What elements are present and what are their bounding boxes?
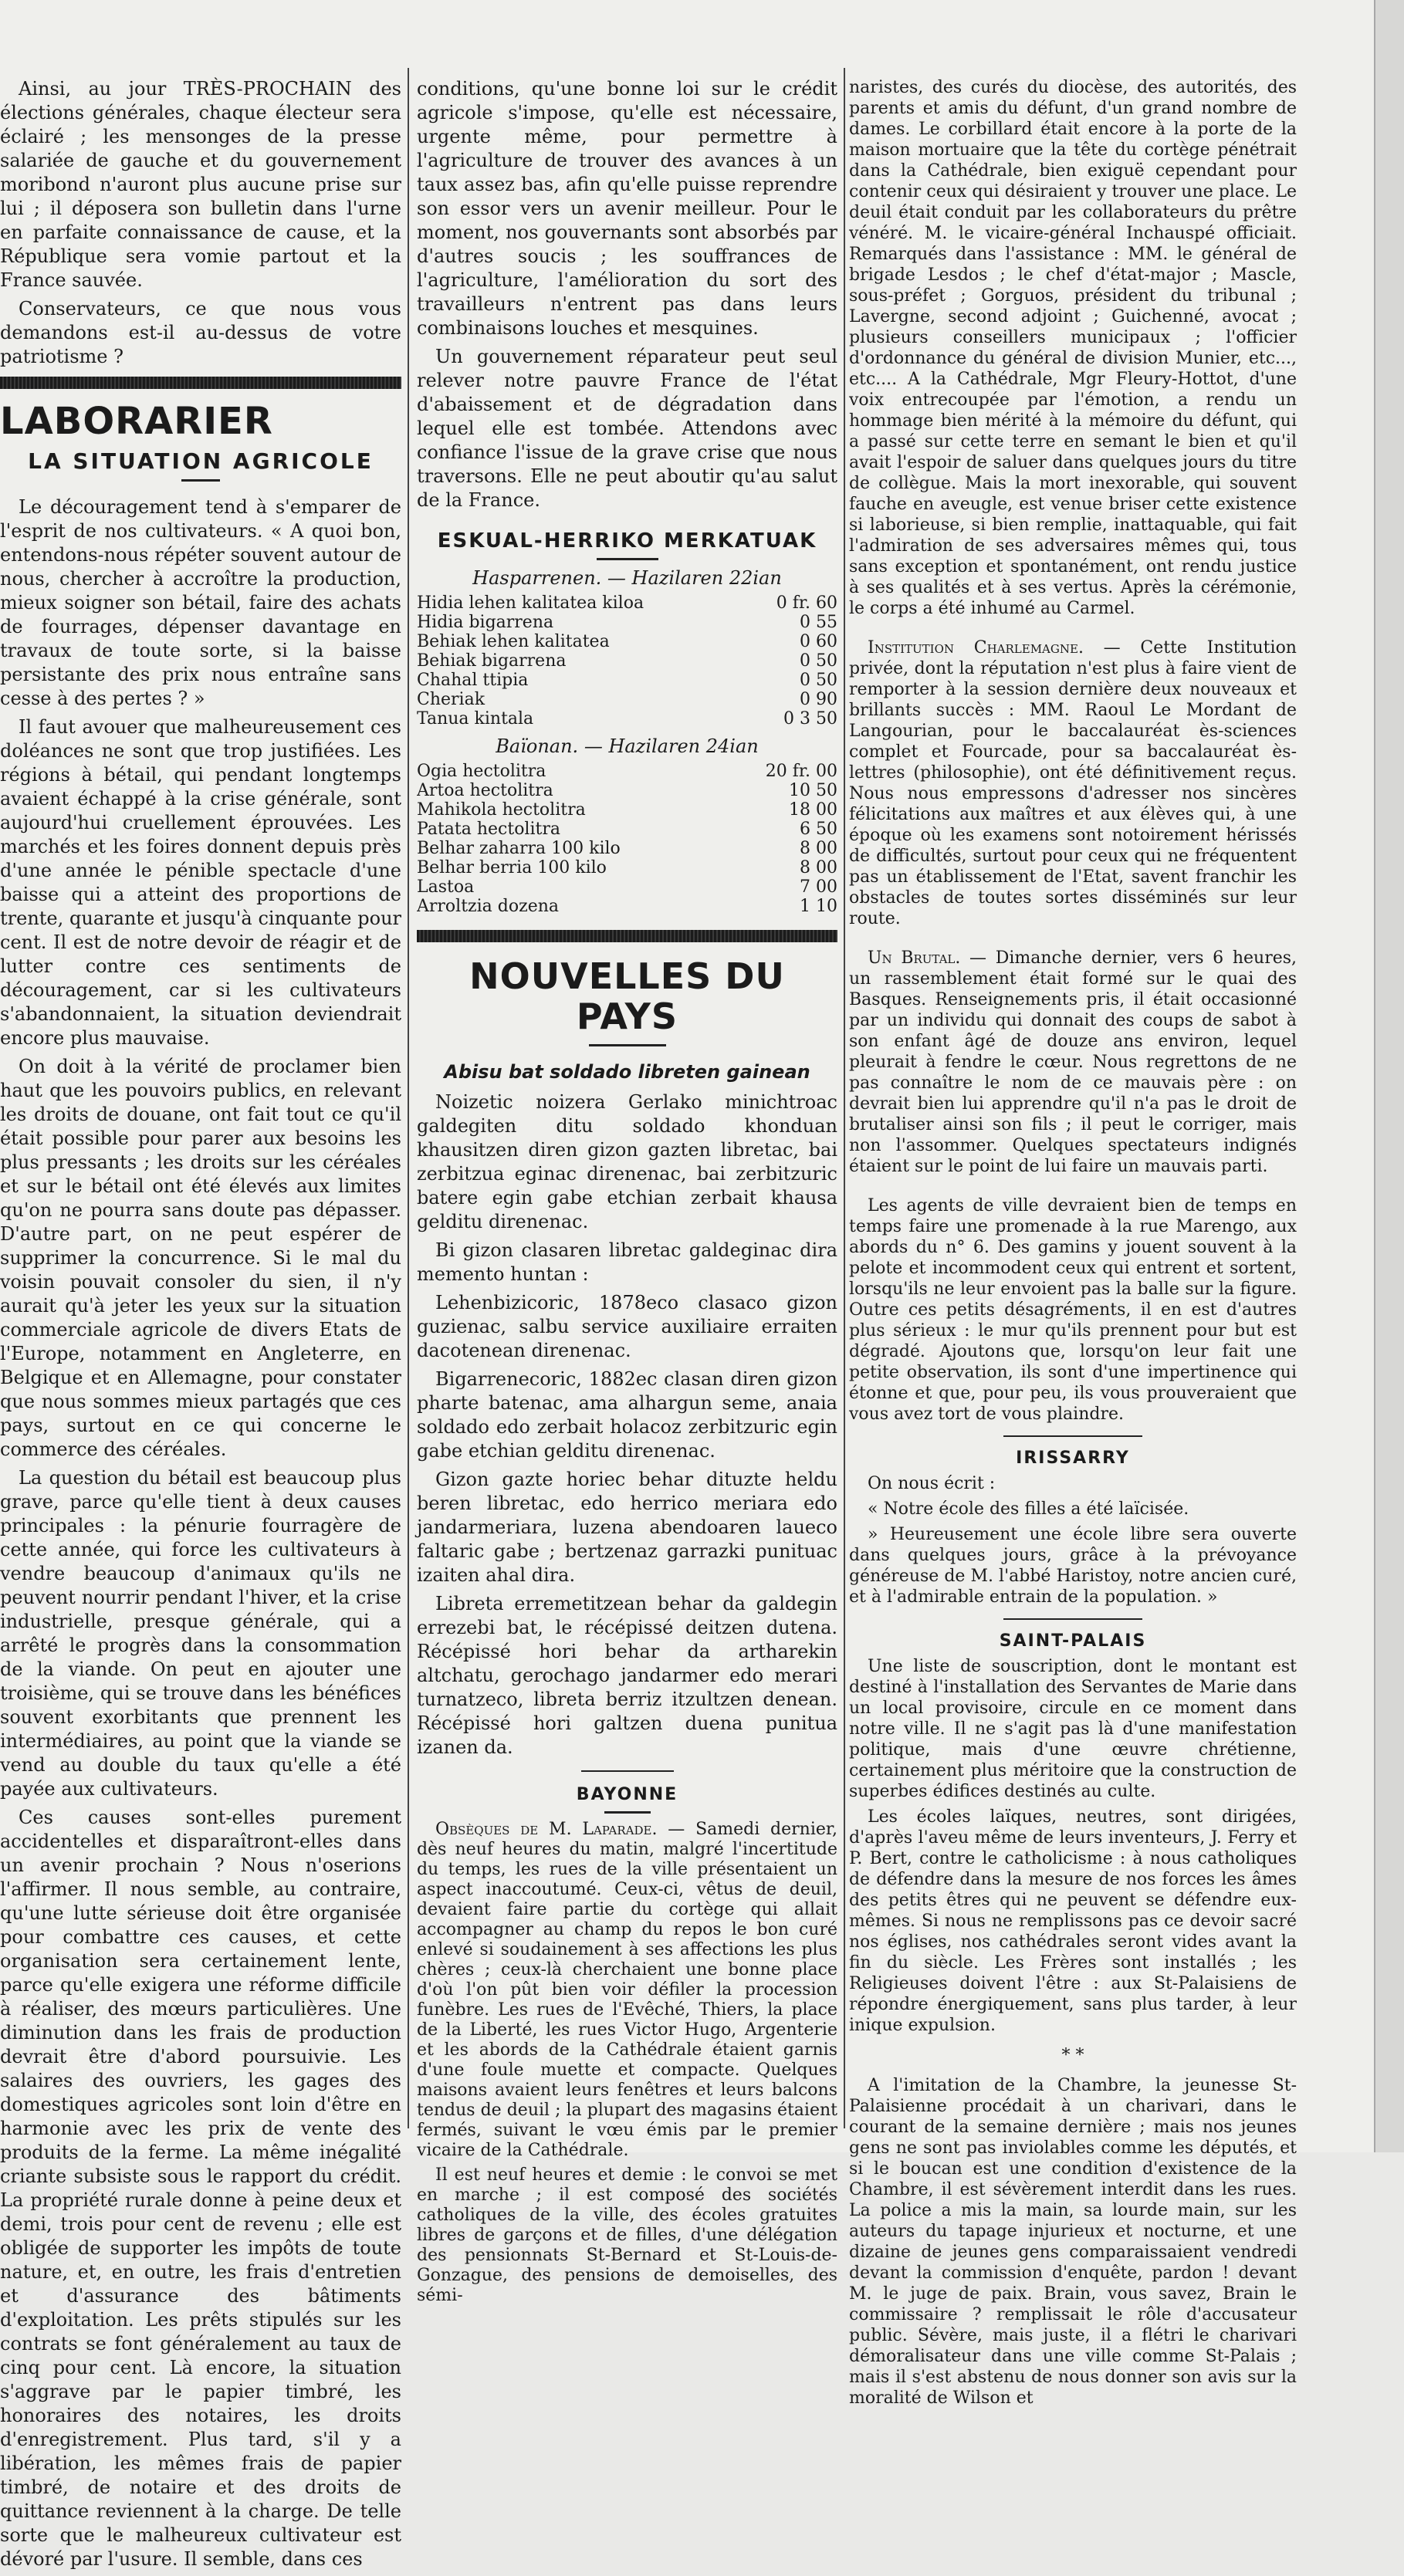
news-item xyxy=(849,948,1297,1177)
news-item: naristes, des curés du diocèse, des autorités, des parents et amis du défunt, d'un grand nombre de dames. Le corbillard était encore à la porte de la maison mortuaire que la tête du cortège pénétrait dans la Cathédrale, bien exiguë cependant pour contenir ceux qui désiraient y trouver une place. Le deuil était conduit par les collaborateurs du prêtre vénéré. M. le vicaire-général Inchauspé officiait. Remarqués dans l'assistance : MM. le général de brigade Lesdos ; le chef d'état-major ; Mascle, sous-préfet ; Gorguos, président du tribunal ; Lavergne, second adjoint ; Guichenné, avocat ; plusieurs conseillers municipaux ; l'officier d'ordonnance du général de division Munier, etc..., etc.... A la Cathédrale, Mgr Fleury-Hottot, d'une voix entrecoupée par l'émotion, a rendu un hommage bien mérité à la mémoire du défunt, qui a passé sur cette terre en semant le bien et qu'il avait l'espoir de saluer dans quelques jours du titre de collègue. Mais la mort inexorable, qui souvent fauche en aveugle, est venue briser cette existence si laborieuse, si bien remplie, inattaquable, qui fait l'admiration de ses adversaires mêmes qui, tous sans exception et spontanément, ont rendu justice à ses qualités et à ses vertus. Après la cérémonie, le corps a été inhumé au Carmel. xyxy=(849,78,1297,618)
market-price: 20 fr. 00 xyxy=(765,762,837,781)
article-paragraph: Le découragement tend à s'emparer de l'esprit de nos cultivateurs. « A quoi bon, entendons-nous répéter souvent autour de nous, chercher à accroître la production, mieux soigner son bétail, faire des achats de fourrages, dépenser davantage en travaux de toute sorte, si la baisse persistante des prix nous entraîne sans cesse à des pertes ? » xyxy=(0,496,401,709)
news-lead: Institution Charlemagne. xyxy=(868,638,1084,658)
article-paragraph: Un gouvernement réparateur peut seul relever notre pauvre France de l'état d'abaissement et de dégradation dans lequel elle est tombée. Attendons avec confiance l'issue de la grave crise que nous traversons. Elle ne peut aboutir qu'au salut de la France. xyxy=(417,346,837,511)
short-rule xyxy=(604,1811,651,1814)
market-price: 0 50 xyxy=(800,671,837,690)
article-paragraph: Il faut avouer que malheureusement ces doléances ne sont que trop justifiées. Les régions à bétail, qui pendant longtemps avaient échappé à la crise générale, sont aujourd'hui cruellement éprouvées. Les marchés et les foires donnent depuis près d'une année le pénible spectacle d'une baisse qui a atteint des proportions de trente, quarante et jusqu'à cinquante pour cent. Il est de notre devoir de réagir et de lutter contre ces sentiments de découragement, car si les cultivateurs s'abandonnaient, la situation deviendrait encore plus mauvaise. xyxy=(0,716,401,1049)
news-item xyxy=(417,1820,837,2161)
market-subhead: Hasparrenen. — Hazilaren 22ian xyxy=(472,567,782,589)
market-price: 10 50 xyxy=(789,781,837,800)
market-item: Belhar zaharra 100 kilo xyxy=(417,839,621,858)
article-paragraph: Libreta erremetitzean behar da galdegin errezebi bat, le récépissé deitzen dutena. Récépissé hori behar da artharekin altchatu, gerochago jandarmer edo merari turnatzeco, libreta berriz itzultzen denean. Récépissé hori galtzen duena punitua izanen da. xyxy=(417,1593,837,1758)
market-item: Behiak lehen kalitatea xyxy=(417,632,610,651)
market-subhead: Baïonan. — Hazilaren 24ian xyxy=(496,735,759,757)
news-item: » Heureusement une école libre sera ouverte dans quelques jours, grâce à la prévoyance généreuse de M. l'abbé Haristoy, notre ancien curé, et à l'admirable entrain de la population. » xyxy=(849,1525,1297,1607)
market-price: 0 3 50 xyxy=(783,709,837,729)
market-price: 6 50 xyxy=(800,820,837,839)
market-row xyxy=(417,762,837,781)
column-2 xyxy=(417,77,837,2311)
news-lead: Obsèques de M. Laparade. xyxy=(435,1820,658,1839)
news-text: — Dimanche dernier, vers 6 heures, un rassemblement était formé sur le quai des Basques. Renseignements pris, il était occasionné par un individu qui donnait des coups de sabot à son enfant âgé de douze ans environ, lequel pleurait à fendre le cœur. Nous regrettons de ne pas connaître le nom de ce mauvais père : on devrait bien lui apprendre qu'il n'a pas le droit de brutaliser ainsi son fils ; il peut le corriger, mais non l'assommer. Quelques spectateurs indignés étaient sur le point de lui faire un mauvais parti. xyxy=(849,948,1297,1176)
market-row xyxy=(417,690,837,709)
market-item: Hidia lehen kalitatea kiloa xyxy=(417,593,644,613)
market-row xyxy=(417,858,837,877)
market-price: 18 00 xyxy=(789,800,837,820)
market-price: 8 00 xyxy=(800,858,837,877)
article-title: Abisu bat soldado libreten gainean xyxy=(444,1061,810,1083)
market-row xyxy=(417,839,837,858)
short-rule xyxy=(1003,1618,1142,1620)
column-1 xyxy=(0,77,401,2576)
market-item: Chahal ttipia xyxy=(417,671,529,690)
short-rule xyxy=(581,1770,674,1772)
news-text: — Cette Institution privée, dont la réputation n'est plus à faire vient de remporter à la session dernière deux nouveaux et brillants succès : MM. Raoul Le Mordant de Langourian, pour le baccalauréat ès-sciences complet et Fourcade, pour sa baccalauréat ès-lettres (philosophie), ont été définitivement reçus. Nous nous empressons d'adresser nos sincères félicitations aux maîtres et aux élèves qui, à une époque où les examens sont notoirement hérissés de difficultés, surtout pour ceux qui ne fréquentent pas un établissement de l'Etat, savent franchir les obstacles de toutes sortes disséminés sur leur route. xyxy=(849,638,1297,928)
market-item: Behiak bigarrena xyxy=(417,651,567,671)
market-row xyxy=(417,820,837,839)
market-row xyxy=(417,877,837,897)
short-rule xyxy=(589,1044,666,1046)
market-row xyxy=(417,651,837,671)
page-edge xyxy=(1374,0,1404,2152)
article-paragraph: conditions, qu'une bonne loi sur le crédit agricole s'impose, qu'elle est nécessaire, urgente même, pour permettre à l'agriculture de trouver des avances à un taux assez bas, afin qu'elle puisse reprendre son essor vers un avenir meilleur. Pour le moment, nos gouvernants sont absorbés par d'autres soucis ; les souffrances de l'agriculture, l'amélioration du sort des travailleurs n'entrent pas dans leurs combinaisons louches et mesquines. xyxy=(417,78,837,339)
news-item: Les agents de ville devraient bien de temps en temps faire une promenade à la rue Marengo, aux abords du n° 6. Des gamins y jouent souvent à la pelote et incommodent ceux qui entrent et sortent, lorsqu'ils ne leur envoient pas la balle sur la figure. Outre ces petits désagréments, il en est d'autres plus sérieux : le mur qu'ils prennent pour but est dégradé. Ajoutons que, lorsqu'on leur fait une petite observation, ils sont d'une impertinence qui étonne et que, pour peu, ils vous prouveraient que vous avez tort de vous plaindre. xyxy=(849,1196,1297,1424)
market-item: Artoa hectolitra xyxy=(417,781,553,800)
section-title: LABORARIER xyxy=(0,400,273,443)
news-item: Les écoles laïques, neutres, sont dirigées, d'après l'aveu même de leurs inventeurs, J. Ferry et P. Bert, contre le catholicisme : à nous catholiques de défendre dans la mesure de nos forces les âmes des petits êtres qui ne peuvent se défendre eux-mêmes. Si nous ne remplissons pas ce devoir sacré nos églises, nos cathédrales seront vides avant la fin du siècle. Les Frères sont installés ; les Religieuses doivent l'être : aux St-Palaisiens de répondre énergiquement, sans plus tarder, à leur inique expulsion. xyxy=(849,1807,1297,2035)
news-text: — Samedi dernier, dès neuf heures du matin, malgré l'incertitude du temps, les rues de la ville présentaient un aspect inaccoutumé. Ceux-ci, vêtus de deuil, devaient faire partie du cortège qui allait accompagner au champ du repos le bon curé enlevé si soudainement à ses affections les plus chères ; ceux-là cherchaient une bonne place d'où l'on pût bien voir défiler la procession funèbre. Les rues de l'Evêché, Thiers, la place de la Liberté, les rues Victor Hugo, Argenterie et les abords de la Cathédrale étaient garnis d'une foule muette et compacte. Quelques maisons avaient leurs fenêtres et leurs balcons tendus de deuil ; la plupart des magasins étaient fermés, suivant le vœu émis par le premier vicaire de la Cathédrale. xyxy=(417,1820,837,2160)
article-paragraph: Lehenbizicoric, 1878eco clasaco gizon guzienac, salbu service auxiliaire erraiten dacotenean direnenac. xyxy=(417,1292,837,1361)
market-price: 7 00 xyxy=(800,877,837,897)
market-item: Arroltzia dozena xyxy=(417,897,560,916)
section-divider xyxy=(0,377,401,389)
article-title: LA SITUATION AGRICOLE xyxy=(28,448,374,474)
article-paragraph: Noizetic noizera Gerlako minichtroac galdegiten ditu soldado khonduan khausitzen diren gizon gazten libretac, bai zerbitzua eginac direnenac, bai zerbitzuric batere egin gabe etchian zerbait khausa gelditu direnenac. xyxy=(417,1091,837,1232)
intro-paragraph: Ainsi, au jour TRÈS-PROCHAIN des élections générales, chaque électeur sera éclairé ; les mensonges de la presse salariée de gauche et du gouvernement moribond n'auront plus aucune prise sur lui ; il déposera son bulletin dans l'urne en parfaite connaissance de cause, et la République sera vomie partout et la France sauvée. xyxy=(0,78,401,291)
market-item: Hidia bigarrena xyxy=(417,613,554,632)
market-price: 0 60 xyxy=(800,632,837,651)
market-item: Patata hectolitra xyxy=(417,820,560,839)
article-paragraph: La question du bétail est beaucoup plus grave, parce qu'elle tient à deux causes principales : la pénurie fourragère de cette année, qui force les cultivateurs à vendre beaucoup d'animaux qu'ils ne peuvent nourrir pendant l'hiver, et la crise industrielle, presque générale, qui a arrêté le progrès dans la consommation de la viande. On peut en ajouter une troisième, qui se trouve dans les bénéfices souvent exorbitants que prennent les intermédiaires, au point que la viande se vend au double du taux qu'elle a été payée aux cultivateurs. xyxy=(0,1467,401,1800)
market-item: Mahikola hectolitra xyxy=(417,800,586,820)
short-rule xyxy=(1003,1435,1142,1437)
news-item: A l'imitation de la Chambre, la jeunesse St-Palaisienne procédait à un charivari, dans le courant de la semaine dernière ; mais nos jeunes gens ne sont pas inviolables comme les députés, et si le boucan est une condition d'existence de la Chambre, il est sévèrement interdit dans les rues. La police a mis la main, sa lourde main, sur les auteurs du tapage injurieux et nocturne, et une dizaine de jeunes gens comparaissaient vendredi devant la commission d'enquête, pardon ! devant M. le juge de paix. Brain, vous savez, Brain le commissaire ? remplissait le rôle d'accusateur public. Sévère, mais juste, il a flétri le charivari démoralisateur dans une ville comme St-Palais ; mais il s'est abstenu de nous donner son avis sur la moralité de Wilson et xyxy=(849,2076,1297,2408)
market-price: 1 10 xyxy=(800,897,837,916)
short-rule xyxy=(181,479,220,482)
section-title: NOUVELLES DU PAYS xyxy=(469,955,785,1037)
market-table xyxy=(417,593,837,729)
market-item: Ogia hectolitra xyxy=(417,762,546,781)
market-item: Cheriak xyxy=(417,690,485,709)
market-row xyxy=(417,800,837,820)
article-paragraph: Gizon gazte horiec behar dituzte heldu beren libretac, edo herrico meriara edo jandarmeriara, luzena abendoaren laueco faltaric gabe ; bertzenaz garrazki punituac izaiten ahal dira. xyxy=(417,1469,837,1586)
market-row xyxy=(417,613,837,632)
market-title: ESKUAL-HERRIKO MERKATUAK xyxy=(437,529,817,553)
news-item: « Notre école des filles a été laïcisée. xyxy=(868,1499,1189,1519)
market-row xyxy=(417,593,837,613)
short-rule xyxy=(597,558,658,560)
market-price: 0 55 xyxy=(800,613,837,632)
column-3 xyxy=(849,77,1297,2413)
market-price: 8 00 xyxy=(800,839,837,858)
market-price: 0 50 xyxy=(800,651,837,671)
market-item: Lastoa xyxy=(417,877,475,897)
market-item: Tanua kintala xyxy=(417,709,534,729)
article-paragraph: Ces causes sont-elles purement accidentelles et disparaîtront-elles dans un avenir prochain ? Nous n'oserions l'affirmer. Il nous semble, au contraire, qu'une lutte sérieuse doit être organisée pour combattre ces causes, et cette organisation sera certainement lente, parce qu'elle exigera une réforme difficile à réaliser, des mœurs particulières. Une diminution dans les frais de production devrait être d'abord poursuivie. Les salaires des ouvriers, les gages des domestiques agricoles sont loin d'être en harmonie avec les prix de vente des produits de la ferme. La même inégalité criante subsiste sous le rapport du crédit. La propriété rurale donne à peine deux et demi, trois pour cent de revenu ; elle est obligée de supporter les impôts de toute nature, et, en outre, les frais d'entretien et d'assurance des bâtiments d'exploitation. Les prêts stipulés sur les contrats se font généralement au taux de cinq pour cent. Là encore, la situation s'aggrave par le papier timbré, les honoraires des notaires, les droits d'enregistrement. Plus tard, s'il y a libération, les mêmes frais de papier timbré, de notaire et des droits de quittance reviennent à la charge. De telle sorte que le malheureux cultivateur est dévoré par l'usure. Il semble, dans ces xyxy=(0,1807,401,2570)
market-row xyxy=(417,781,837,800)
market-item: Belhar berria 100 kilo xyxy=(417,858,607,877)
market-row xyxy=(417,671,837,690)
market-price: 0 fr. 60 xyxy=(776,593,837,613)
news-lead: Un Brutal. xyxy=(868,948,961,968)
news-item xyxy=(849,637,1297,929)
market-row xyxy=(417,897,837,916)
section-heading: SAINT-PALAIS xyxy=(999,1631,1147,1651)
intro-paragraph-2: Conservateurs, ce que nous vous demandons est-il au-dessus de votre patriotisme ? xyxy=(0,298,401,367)
news-item: On nous écrit : xyxy=(868,1474,996,1493)
news-item: Une liste de souscription, dont le montant est destiné à l'installation des Servantes de Marie dans un local provisoire, circule en ce moment dans notre ville. Il ne s'agit pas là d'une manifestation politique, mais d'une œuvre chrétienne, certainement plus méritoire que la construction de superbes édifices destinés au culte. xyxy=(849,1657,1297,1801)
column-rule xyxy=(408,68,409,2128)
section-divider xyxy=(417,930,837,942)
news-item: Il est neuf heures et demie : le convoi se met en marche ; il est composé des sociétés catholiques de la ville, des écoles gratuites libres de garçons et de filles, d'une délégation des pensionnats St-Bernard et St-Louis-de-Gonzague, des pensions de demoiselles, des sémi- xyxy=(417,2165,837,2305)
article-paragraph: On doit à la vérité de proclamer bien haut que les pouvoirs publics, en relevant les droits de douane, ont fait tout ce qu'il était possible pour parer aux besoins les plus pressants ; les droits sur les céréales et sur le bétail ont été élevés aux limites qu'on ne pourra sans doute pas dépasser. D'autre part, on ne peut espérer de supprimer la concurrence. Si le mal du voisin pouvait consoler du sien, il n'y aurait qu'à jeter les yeux sur la situation commerciale agricole de divers Etats de l'Europe, notamment en Angleterre, en Belgique et en Allemagne, pour constater que nous sommes mieux partagés que ces pays, surtout en ce qui concerne le commerce des céréales. xyxy=(0,1056,401,1460)
market-price: 0 90 xyxy=(800,690,837,709)
section-heading: BAYONNE xyxy=(576,1785,678,1804)
article-paragraph: Bi gizon clasaren libretac galdeginac dira memento huntan : xyxy=(417,1239,837,1285)
section-heading: IRISSARRY xyxy=(1016,1449,1130,1468)
market-table xyxy=(417,762,837,916)
market-row xyxy=(417,709,837,729)
article-paragraph: Bigarrenecoric, 1882ec clasan diren gizon pharte batenac, ama alhargun seme, anaia soldado edo zerbait holacoz zerbitzuric egin gabe etchian gelditu direnenac. xyxy=(417,1368,837,1462)
separator-stars: * * xyxy=(1061,2046,1084,2065)
market-row xyxy=(417,632,837,651)
column-rule xyxy=(844,68,845,2128)
